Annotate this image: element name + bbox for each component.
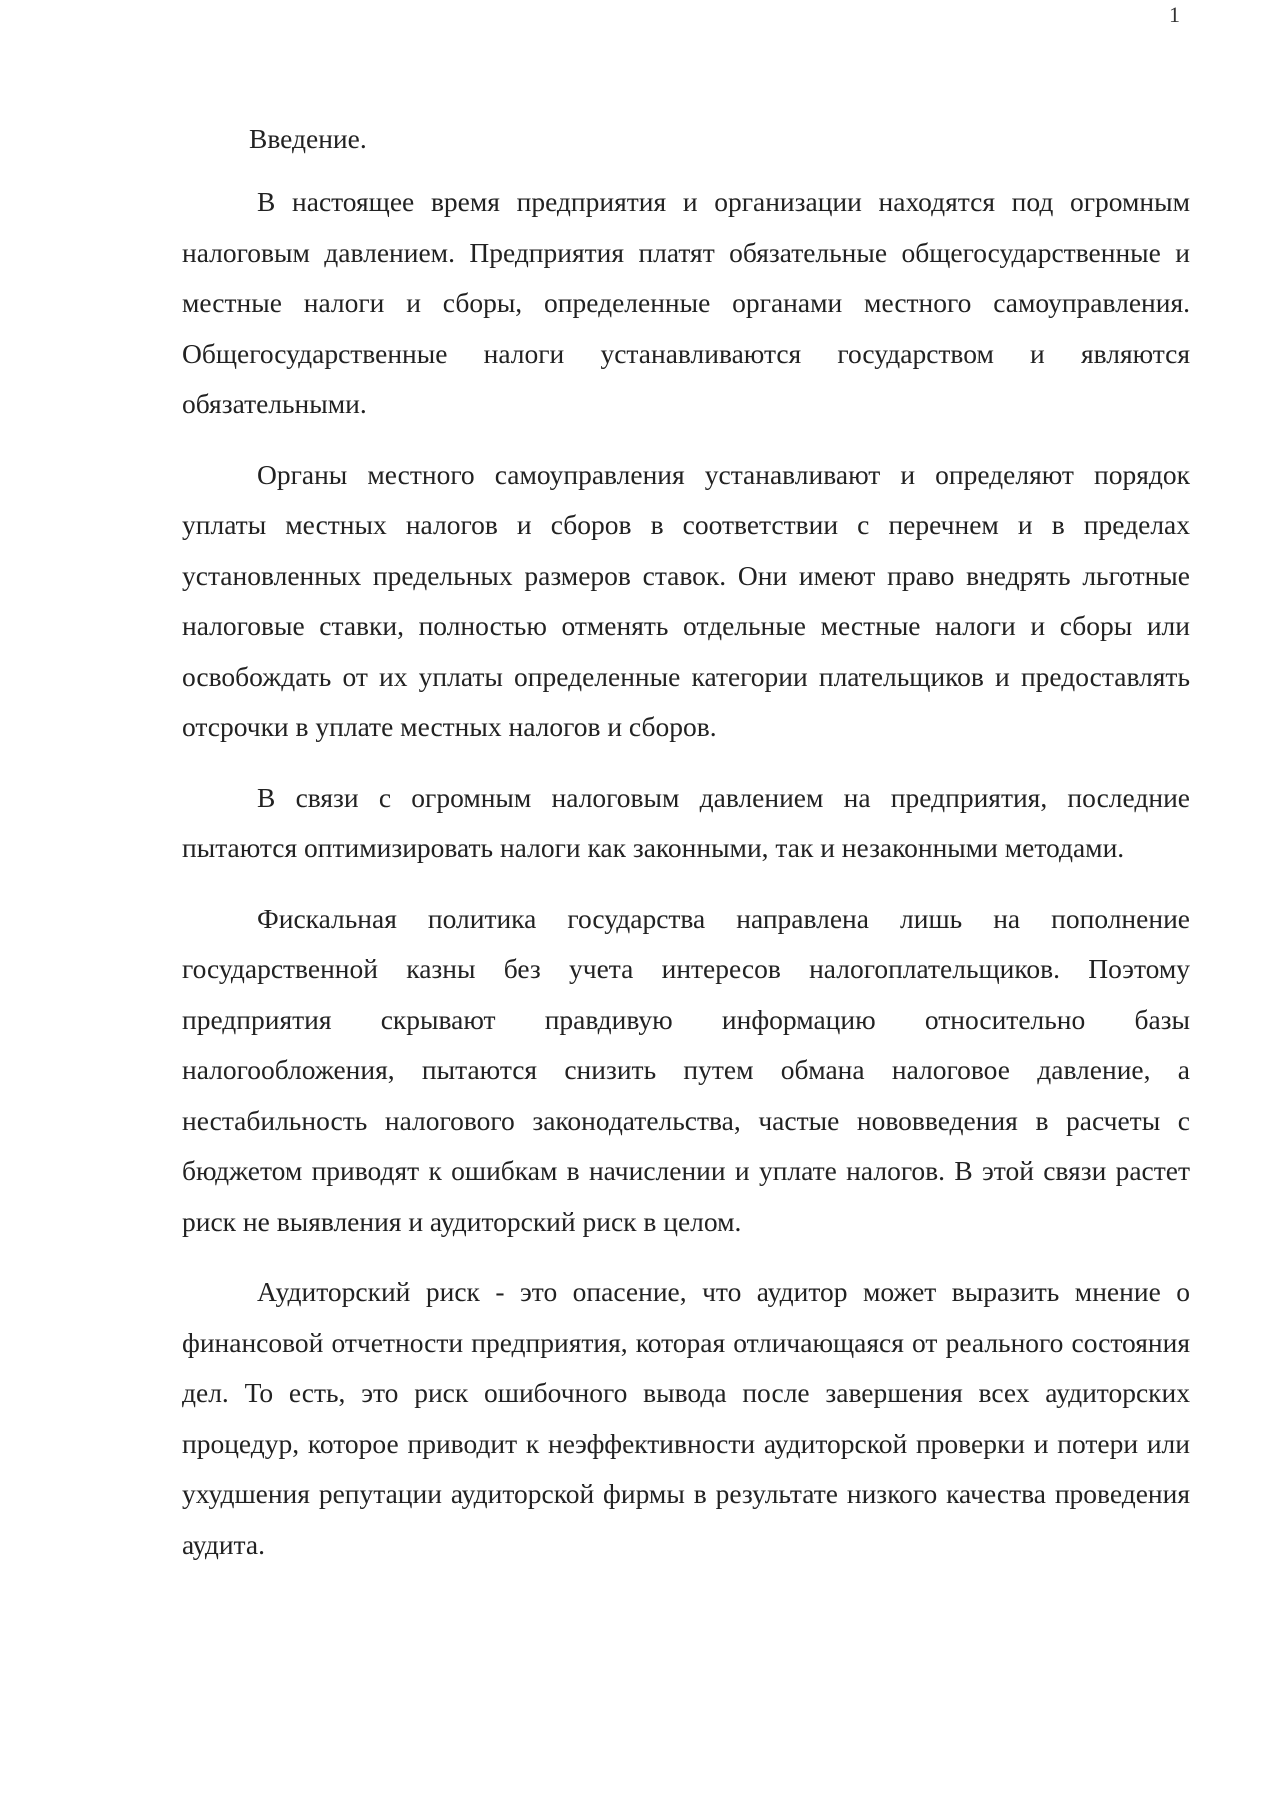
document-body — [182, 121, 1190, 1570]
paragraph: В связи с огромным налоговым давлением на предприятия, последние пытаются оптимизировать налоги как законными, так и незаконными методами. — [182, 781, 1190, 863]
paragraph: В настоящее время предприятия и организации находятся под огромным налоговым давлением. Предприятия платят обязательные общегосударственные и местные налоги и сборы, определенные органами местного самоуправления. Общегосударственные налоги устанавливаются государством и являются обязательными. — [182, 186, 1190, 419]
page-number: 1 — [1169, 2, 1180, 27]
paragraph: Аудиторский риск - это опасение, что аудитор может выразить мнение о финансовой отчетности предприятия, которая отличающаяся от реального состояния дел. То есть, это риск ошибочного вывода после завершения всех аудиторских процедур, которое приводит к неэффективности аудиторской проверки и потери или ухудшения репутации аудиторской фирмы в результате низкого качества проведения аудита. — [182, 1276, 1190, 1560]
section-heading: Введение. — [249, 123, 367, 154]
paragraph: Органы местного самоуправления устанавливают и определяют порядок уплаты местных налогов и сборов в соответствии с перечнем и в пределах установленных предельных размеров ставок. Они имеют право внедрять льготные налоговые ставки, полностью отменять отдельные местные налоги и сборы или освобождать от их уплаты определенные категории плательщиков и предоставлять отсрочки в уплате местных налогов и сборов. — [182, 458, 1190, 742]
paragraph: Фискальная политика государства направлена лишь на пополнение государственной казны без учета интересов налогоплательщиков. Поэтому предприятия скрывают правдивую информацию относительно базы налогообложения, пытаются снизить путем обмана налоговое давление, а нестабильность налогового законодательства, частые нововведения в расчеты с бюджетом приводят к ошибкам в начислении и уплате налогов. В этой связи растет риск не выявления и аудиторский риск в целом. — [182, 902, 1190, 1237]
